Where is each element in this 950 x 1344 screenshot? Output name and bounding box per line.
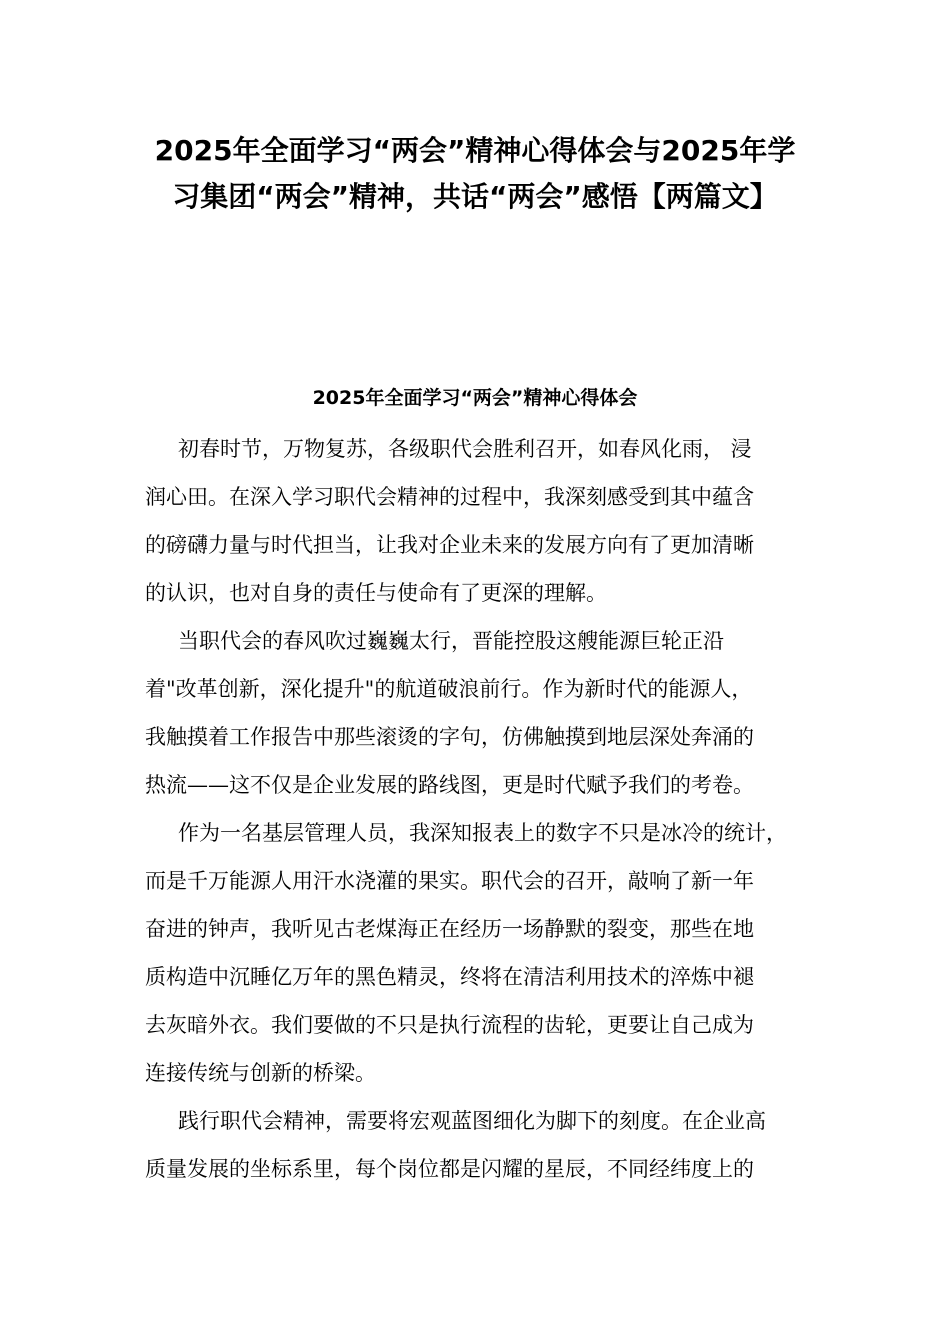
paragraph-3 [145, 809, 810, 1097]
section-title: 2025年全面学习“两会”精神心得体会 [312, 387, 638, 409]
paragraph-line: 的磅礴力量与时代担当，让我对企业未来的发展方向有了更加清晰 [145, 533, 754, 557]
paragraph-line: 连接传统与创新的桥梁。 [145, 1061, 376, 1085]
document-body [145, 425, 810, 1193]
paragraph-line: 润心田。在深入学习职代会精神的过程中，我深刻感受到其中蕴含 [145, 485, 754, 509]
paragraph-1 [145, 425, 810, 617]
paragraph-line: 的认识，也对自身的责任与使命有了更深的理解。 [145, 581, 607, 605]
paragraph-line: 着"改革创新，深化提升"的航道破浪前行。作为新时代的能源人， [145, 677, 753, 701]
paragraph-line: 当职代会的春风吹过巍巍太行，晋能控股这艘能源巨轮正沿 [178, 629, 724, 653]
paragraph-line: 质量发展的坐标系里，每个岗位都是闪耀的星辰，不同经纬度上的 [145, 1157, 754, 1181]
paragraph-line: 而是千万能源人用汗水浇灌的果实。职代会的召开，敲响了新一年 [145, 869, 754, 893]
paragraph-line: 去灰暗外衣。我们要做的不只是执行流程的齿轮，更要让自己成为 [145, 1013, 754, 1037]
title-line-2: 习集团“两会”精神，共话“两会”感悟【两篇文】 [172, 180, 778, 213]
paragraph-line: 质构造中沉睡亿万年的黑色精灵，终将在清洁利用技术的淬炼中褪 [145, 965, 754, 989]
paragraph-line: 初春时节，万物复苏，各级职代会胜利召开，如春风化雨， 浸 [178, 437, 752, 461]
paragraph-line: 作为一名基层管理人员，我深知报表上的数字不只是冰冷的统计， [178, 821, 787, 845]
paragraph-line: 践行职代会精神，需要将宏观蓝图细化为脚下的刻度。在企业高 [178, 1109, 766, 1133]
paragraph-4 [145, 1097, 810, 1193]
paragraph-line: 我触摸着工作报告中那些滚烫的字句，仿佛触摸到地层深处奔涌的 [145, 725, 754, 749]
paragraph-line: 热流——这不仅是企业发展的路线图，更是时代赋予我们的考卷。 [145, 773, 754, 797]
paragraph-line: 奋进的钟声，我听见古老煤海正在经历一场静默的裂变，那些在地 [145, 917, 754, 941]
paragraph-2 [145, 617, 810, 809]
document-title [100, 128, 850, 220]
title-line-1: 2025年全面学习“两会”精神心得体会与2025年学 [154, 134, 796, 167]
